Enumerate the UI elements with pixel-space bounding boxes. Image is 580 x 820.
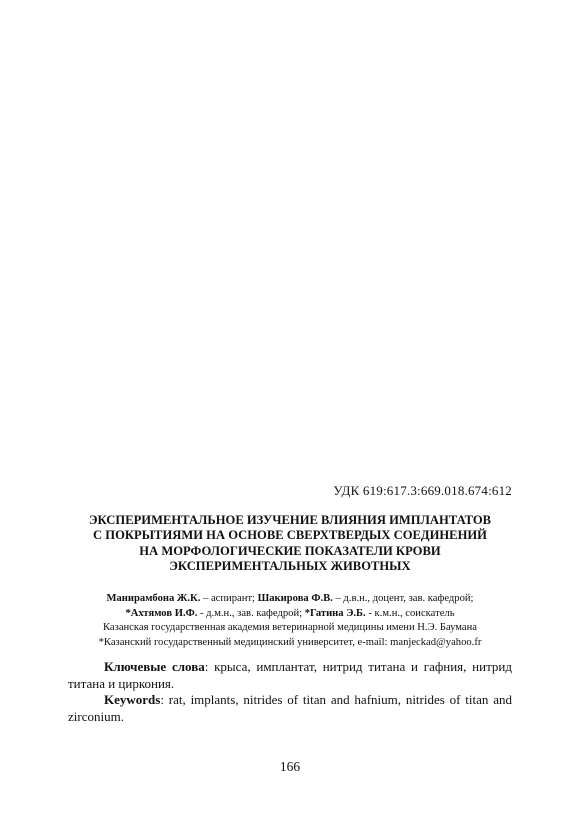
keywords-section <box>68 659 512 725</box>
author-2-role: – д.в.н., доцент, зав. кафедрой; <box>332 593 474 604</box>
affiliation-2: *Казанский государственный медицинский университет, e-mail: manjeckad@yahoo.fr <box>98 636 482 648</box>
title-line-2: С ПОКРЫТИЯМИ НА ОСНОВЕ СВЕРХТВЕРДЫХ СОЕДИНЕНИЙ <box>93 528 487 543</box>
title-line-1: ЭКСПЕРИМЕНТАЛЬНОЕ ИЗУЧЕНИЕ ВЛИЯНИЯ ИМПЛАНТАТОВ <box>88 513 492 527</box>
title-line-3: НА МОРФОЛОГИЧЕСКИЕ ПОКАЗАТЕЛИ КРОВИ <box>139 543 441 558</box>
page-number: 166 <box>279 759 301 774</box>
udk-code: УДК 619:617.3:669.018.674:612 <box>333 483 512 498</box>
keywords-ru-label: Ключевые слова <box>104 659 205 674</box>
author-2-name: Шакирова Ф.В. <box>257 593 333 604</box>
keywords-en-text: : rat, implants, nitrides of titan and hafnium, nitrides of titan and zirconium. <box>68 692 512 724</box>
authors-line-2 <box>50 607 530 622</box>
keywords-en-label: Keywords <box>104 692 161 707</box>
affiliation-1: Казанская государственная академия ветеринарной медицины имени Н.Э. Баумана <box>103 622 477 633</box>
author-4-name: *Гатина Э.Б. <box>304 607 366 619</box>
keywords-ru <box>68 659 512 692</box>
author-1-role: – аспирант; <box>200 593 258 604</box>
author-3-role: - д.м.н., зав. кафедрой; <box>197 607 305 619</box>
author-1-name: Манирамбона Ж.К. <box>106 593 201 604</box>
author-4-role: - к.м.н., соискатель <box>365 607 455 619</box>
keywords-ru-text: : крыса, имплантат, нитрид титана и гафния, нитрид титана и циркония. <box>68 659 512 691</box>
authors-block <box>50 592 530 650</box>
title-line-4: ЭКСПЕРИМЕНТАЛЬНЫХ ЖИВОТНЫХ <box>169 559 411 574</box>
article-title <box>60 513 520 575</box>
author-3-name: *Ахтямов И.Ф. <box>125 607 198 619</box>
keywords-en <box>68 692 512 725</box>
authors-line-1 <box>50 592 530 607</box>
